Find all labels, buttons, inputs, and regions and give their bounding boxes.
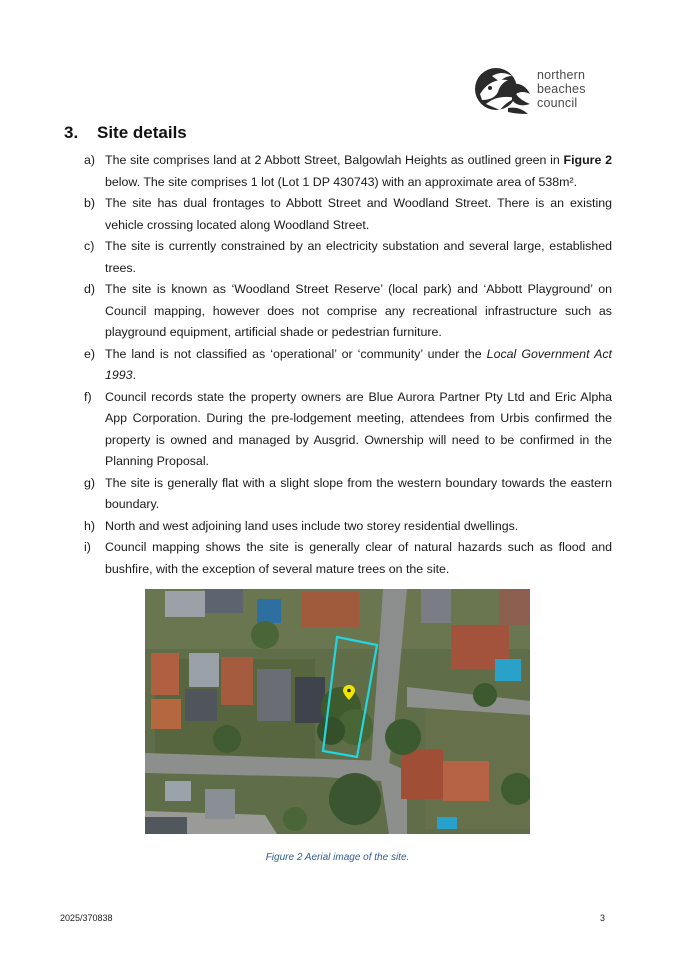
logo-line-2: beaches: [537, 82, 586, 96]
list-marker: e): [84, 346, 96, 361]
list-item-text: The land is not classified as ‘operational’ or ‘community’ under the: [105, 346, 487, 361]
list-item-text: Council mapping shows the site is generally clear of natural hazards such as flood and bushfire, with the exception of several mature trees on the site.: [105, 540, 612, 576]
list-marker: i): [84, 540, 91, 554]
list-marker: b): [84, 196, 96, 210]
list-item: [84, 387, 612, 473]
list-item-text: Figure 2: [563, 153, 612, 167]
list-item: [84, 236, 612, 279]
list-item: [84, 150, 612, 193]
list-item: [84, 473, 612, 516]
list-item-text: Local Government Act 1993: [105, 346, 612, 382]
list-item-text: The site is generally flat with a slight slope from the western boundary towards the eastern boundary.: [105, 475, 612, 511]
list-item-text: .: [132, 368, 137, 382]
list-item-text: North and west adjoining land uses include two storey residential dwellings.: [105, 518, 519, 533]
figure-caption: Figure 2 Aerial image of the site.: [265, 852, 410, 863]
logo-line-3: council: [537, 96, 578, 110]
section-number: 3.: [64, 123, 79, 142]
list-item-text: The site has dual frontages to Abbott Street and Woodland Street. There is an existing vehicle crossing located along Woodland Street.: [105, 196, 612, 232]
section-heading: [64, 123, 187, 143]
document-reference: 2025/370838: [60, 913, 113, 923]
list-item: [84, 344, 612, 387]
list-item-text: below. The site comprises 1 lot (Lot 1 DP 430743) with an approximate area of 538m².: [105, 174, 578, 189]
list-item: [84, 537, 612, 580]
section-title: Site details: [97, 123, 187, 142]
council-logo: [470, 62, 600, 118]
site-details-list: [84, 150, 612, 580]
list-marker: d): [84, 282, 96, 296]
list-marker: g): [84, 475, 96, 490]
list-item-text: The site comprises land at 2 Abbott Street, Balgowlah Heights as outlined green in: [105, 153, 564, 167]
council-emblem-icon: [472, 64, 534, 116]
list-marker: h): [84, 518, 96, 533]
list-item: [84, 516, 612, 538]
list-item-text: The site is currently constrained by an electricity substation and several large, established trees.: [105, 239, 612, 275]
list-item: [84, 193, 612, 236]
list-marker: a): [84, 153, 96, 167]
list-item-text: The site is known as ‘Woodland Street Reserve’ (local park) and ‘Abbott Playground’ on Council mapping, however does not comprise any recreational infrastructure such as playground equipment, artificial shade or pedestrian furniture.: [105, 282, 612, 339]
list-marker: c): [84, 239, 95, 253]
aerial-image: [145, 589, 530, 834]
council-wordmark: [537, 68, 586, 110]
list-marker: f): [84, 389, 92, 404]
list-item-text: Council records state the property owners are Blue Aurora Partner Pty Ltd and Eric Alpha App Corporation. During the pre-lodgement meeting, attendees from Urbis confirmed the property is owned and managed by Ausgrid. Ownership will need to be confirmed in the Planning Proposal.: [105, 389, 612, 468]
page-number: 3: [600, 913, 606, 923]
list-item: [84, 279, 612, 344]
logo-line-1: northern: [537, 68, 586, 82]
